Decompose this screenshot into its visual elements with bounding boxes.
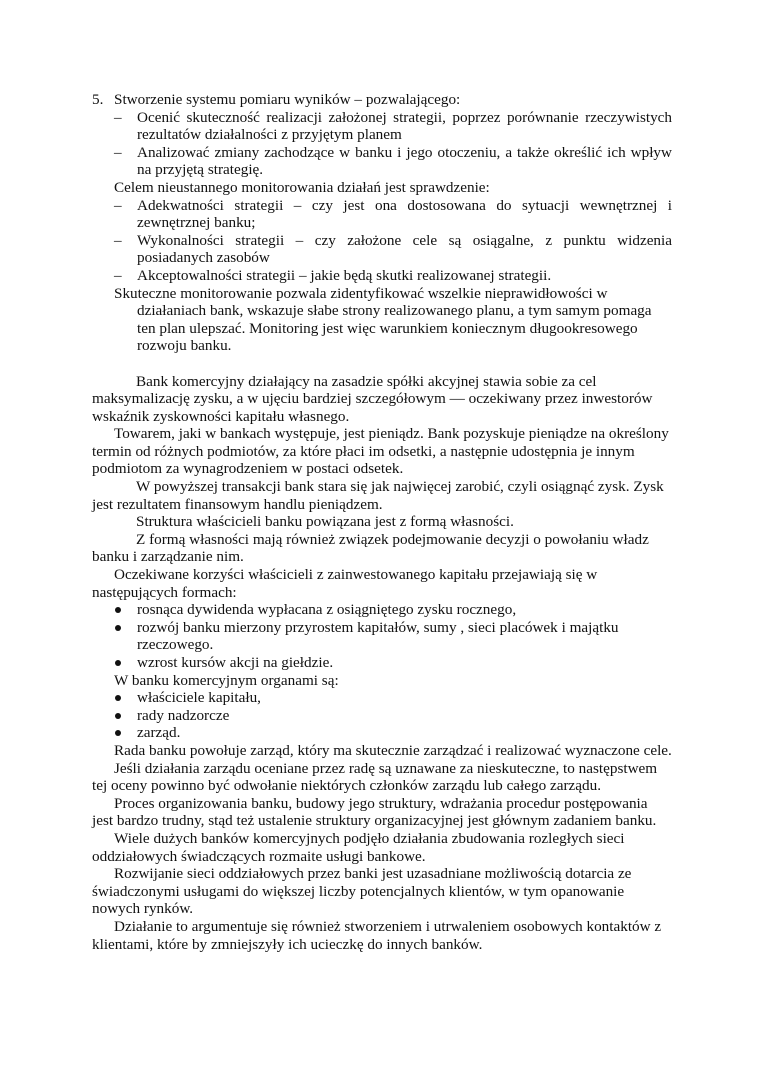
list-item-text: rosnąca dywidenda wypłacana z osiągniętego zysku rocznego, <box>137 601 517 619</box>
paragraph: Struktura właścicieli banku powiązana jest z formą własności. <box>136 513 514 531</box>
monitoring-intro: Celem nieustannego monitorowania działań jest sprawdzenie: <box>114 178 490 196</box>
list-item-text: Analizować zmiany zachodzące w banku i jego otoczeniu, a także określić ich wpływ na przyjętą strategię. <box>137 143 672 179</box>
list-item <box>92 619 672 654</box>
dash-marker: – <box>114 196 122 214</box>
numbered-section-5 <box>92 91 672 109</box>
list-item <box>92 197 672 232</box>
paragraph: Działanie to argumentuje się również stworzeniem i utrwaleniem osobowych kontaktów z klientami, które by zmniejszyły ich ucieczkę do innych banków. <box>92 917 662 953</box>
section-heading: Stworzenie systemu pomiaru wyników – pozwalającego: <box>114 91 461 108</box>
section-number: 5. <box>92 91 104 108</box>
bullet-icon <box>115 607 121 613</box>
bullet-icon <box>115 625 121 631</box>
list-item-text: rady nadzorcze <box>137 706 230 724</box>
monitoring-list <box>92 197 672 285</box>
paragraph: Rada banku powołuje zarząd, który ma skutecznie zarządzać i realizować wyznaczone cele. <box>114 741 672 759</box>
paragraph: Bank komercyjny działający na zasadzie spółki akcyjnej stawia sobie za cel maksymalizację zysku, a w ujęciu bardziej szczegółowym — oczekiwany przez inwestorów wskaźnik zyskowności kapitału własnego. <box>92 372 653 425</box>
paragraph: W powyższej transakcji bank stara się jak najwięcej zarobić, czyli osiągnąć zysk. Zysk jest rezultatem finansowym handlu pieniądzem. <box>92 478 664 513</box>
list-item-text: właściciele kapitału, <box>137 689 261 707</box>
dash-marker: – <box>114 108 122 126</box>
organs-list <box>92 689 672 742</box>
dash-marker: – <box>114 266 122 284</box>
benefits-list <box>92 601 672 671</box>
paragraph: Jeśli działania zarządu oceniane przez radę są uznawane za nieskuteczne, to następstwem tej oceny powinno być odwołanie niektórych członków zarządu lub całego zarządu. <box>92 759 658 795</box>
paragraph: Proces organizowania banku, budowy jego struktury, wdrażania procedur postępowania jest bardzo trudny, stąd też ustalenie struktury organizacyjnej jest głównym zadaniem banku. <box>92 794 657 830</box>
document-content <box>92 91 672 953</box>
list-item <box>92 601 672 619</box>
list-item <box>92 689 672 707</box>
list-item-text: Akceptowalności strategii – jakie będą skutki realizowanej strategii. <box>137 266 552 284</box>
monitoring-summary: Skuteczne monitorowanie pozwala zidentyfikować wszelkie nieprawidłowości w działaniach bank, wskazuje słabe strony realizowanego planu, a tym samym pomaga ten plan ulepszać. Monitoring jest więc warunkiem koniecznym długookresowego rozwoju banku. <box>114 284 652 355</box>
bullet-icon <box>115 730 121 736</box>
list-item-text: wzrost kursów akcji na giełdzie. <box>137 654 334 671</box>
paragraph: Oczekiwane korzyści właścicieli z zainwestowanego kapitału przejawiają się w następujących formach: <box>92 566 598 601</box>
paragraph: Towarem, jaki w bankach występuje, jest pieniądz. Bank pozyskuje pieniądze na określony termin od różnych podmiotów, za które płaci im odsetki, a następnie udostępnia je innym podmiotom za wynagrodzeniem w postaci odsetek. <box>92 425 669 478</box>
bullet-icon <box>115 713 121 719</box>
blank-line <box>92 355 672 373</box>
list-item <box>92 109 672 144</box>
dash-marker: – <box>114 143 122 161</box>
list-item <box>92 267 672 285</box>
bullet-icon <box>115 695 121 701</box>
list-item-text: Adekwatności strategii – czy jest ona dostosowana do sytuacji wewnętrznej i zewnętrznej banku; <box>137 196 672 232</box>
list-item <box>92 707 672 725</box>
organs-intro: W banku komercyjnym organami są: <box>114 671 339 689</box>
list-item-text: Wykonalności strategii – czy założone cele są osiągalne, z punktu widzenia posiadanych zasobów <box>137 231 672 267</box>
paragraph: Wiele dużych banków komercyjnych podjęło działania zbudowania rozległych sieci oddziałowych świadczących rozmaite usługi bankowe. <box>92 829 625 865</box>
list-item <box>92 654 672 672</box>
measurement-list <box>92 109 672 179</box>
list-item <box>92 724 672 742</box>
paragraph: Z formą własności mają również związek podejmowanie decyzji o powołaniu władz banku i zarządzanie nim. <box>92 530 649 566</box>
list-item-text: rozwój banku mierzony przyrostem kapitałów, sumy , sieci placówek i majątku rzeczowego. <box>137 618 619 654</box>
list-item-text: Ocenić skuteczność realizacji założonej strategii, poprzez porównanie rzeczywistych rezultatów działalności z przyjętym planem <box>137 108 672 144</box>
dash-marker: – <box>114 231 122 249</box>
list-item-text: zarząd. <box>137 724 181 742</box>
bullet-icon <box>115 660 121 666</box>
list-item <box>92 232 672 267</box>
list-item <box>92 144 672 179</box>
paragraph: Rozwijanie sieci oddziałowych przez banki jest uzasadniane możliwością dotarcia ze świadczonymi usługami do większej liczby potencjalnych klientów, w tym opanowanie nowych rynków. <box>92 865 632 918</box>
